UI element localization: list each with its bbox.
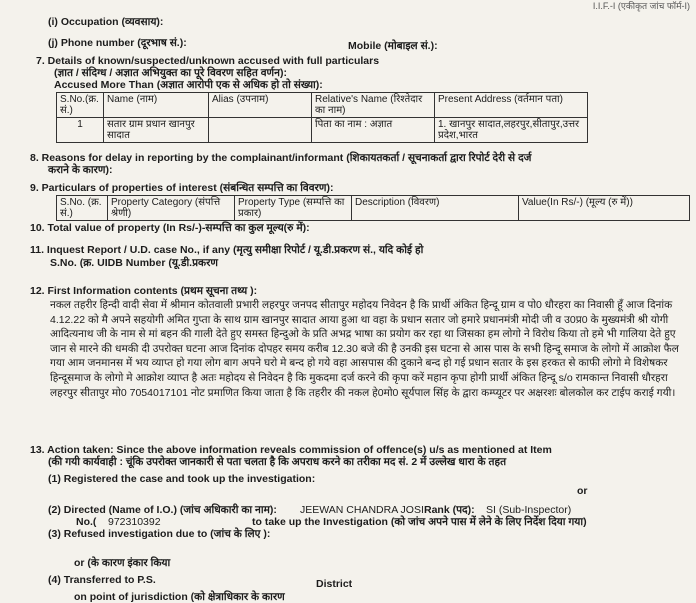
table-row — [57, 118, 588, 143]
section-8-title: 8. Reasons for delay in reporting by the complainant/informant (शिकायतकर्ता / सूचनाकर्ता द्वारा रिपोर्ट देरी से दर्ज — [30, 152, 532, 164]
section-9-title: 9. Particulars of properties of interest (संबन्धित सम्पत्ति का विवरण): — [30, 182, 334, 194]
or-label: or — [577, 485, 588, 497]
section-8-title-cont: कराने के कारण): — [48, 164, 113, 176]
section-7-title: 7. Details of known/suspected/unknown accused with full particulars — [36, 55, 380, 67]
property-table — [56, 195, 690, 221]
col-sno: S.No. (क्र. सं.) — [57, 196, 108, 221]
col-description: Description (विवरण) — [352, 196, 519, 221]
accused-table — [56, 92, 588, 143]
jurisdiction-label: on point of jurisdiction (को क्षेत्राधिकार के कारण — [74, 591, 285, 603]
accused-table-header — [57, 93, 588, 118]
io-name: JEEWAN CHANDRA JOSI — [300, 504, 424, 516]
occupation-label: (i) Occupation (व्यवसाय): — [48, 16, 164, 28]
cell-relative: पिता का नाम : अज्ञात — [312, 118, 435, 143]
col-address: Present Address (वर्तमान पता) — [435, 93, 588, 118]
cell-name: सतार ग्राम प्रधान खानपुर सादात — [104, 118, 209, 143]
phone-label: (j) Phone number (दूरभाष सं.): — [48, 37, 187, 49]
section-13-line2: (की गयी कार्यवाही : चूंकि उपरोक्त जानकारी से पता चलता है कि अपराध करने का तरीका मद सं. 2 में उल्लेख धारा के तहत — [48, 456, 507, 468]
action-item-1: (1) Registered the case and took up the investigation: — [48, 473, 316, 485]
rank-value: SI (Sub-Inspector) — [486, 504, 572, 516]
col-category: Property Category (संपत्ति श्रेणी) — [108, 196, 235, 221]
section-10-title: 10. Total value of property (In Rs/-)-सम्पत्ति का कुल मूल्य(रु में): — [30, 222, 310, 234]
action-item-2-label: (2) Directed (Name of I.O.) (जांच अधिकारी का नाम): — [48, 504, 277, 516]
section-11-title: 11. Inquest Report / U.D. case No., if any (मृत्यु समीक्षा रिपोर्ट / यू.डी.प्रकरण सं., यदि कोई हो — [30, 244, 424, 256]
col-name: Name (नाम) — [104, 93, 209, 118]
mobile-label: Mobile (मोबाइल सं.): — [348, 40, 438, 52]
take-up-text: to take up the Investigation (को जांच अपने पास में लेने के लिए निर्देश दिया गया) — [252, 516, 587, 528]
section-13-title: 13. Action taken: Since the above information reveals commission of offence(s) u/s as mentioned at Item — [30, 444, 552, 456]
section-12-title: 12. First Information contents (प्रथम सूचना तथ्य ): — [30, 285, 258, 297]
col-alias: Alias (उपनाम) — [209, 93, 312, 118]
property-table-header — [57, 196, 690, 221]
col-value: Value(In Rs/-) (मूल्य (रु में)) — [519, 196, 690, 221]
accused-more-than-label: Accused More Than (अज्ञात आरोपी एक से अधिक हो तो संख्या): — [54, 79, 323, 91]
col-sno: S.No.(क्र. सं.) — [57, 93, 104, 118]
district-label: District — [316, 578, 353, 590]
io-no-label: No.( — [76, 516, 97, 528]
cell-address: 1. खानपुर सादात,लहरपुर,सीतापुर,उत्तर प्रदेश,भारत — [435, 118, 588, 143]
cell-sno: 1 — [57, 118, 104, 143]
col-relative: Relative's Name (रिश्तेदार का नाम) — [312, 93, 435, 118]
cell-alias — [209, 118, 312, 143]
or-reason-label: or (के कारण इंकार किया — [74, 557, 171, 569]
fir-narrative: नकल तहरीर हिन्दी वादी सेवा में श्रीमान कोतवाली प्रभारी लहरपुर जनपद सीतापुर महोदय निवेदन है कि प्रार्थी अंकित हिन्दू ग्राम व पो0 धौरहरा का निवासी हूँ आज दिनांक 4.12.22 को मै अपने सहयोगी अमित गुप्ता के साथ ग्राम खानपुर सादात आया हुआ था वहा के प्रधान सतार जो हमारे प्रधानमंत्री मोदी जी व उ0प्र0 के मुख्यमंत्री श्री योगी आदित्यनाथ जी के नाम से मां बहन की गाली देते हुए समस्त हिन्दुओ के प्रति अभद्र भाषा का प्रयोग कर रहा था जिसका हम लोगो ने विरोध किया तो हमे भी गालिया देते हुए जान से मारने की धमकी दी उपरोक्त घटना आज दिनांक दोपहर समय करीब 12.30 बजे की है उनकी इस घटना से आस पास के सभी हिन्दू समाज के लोगो में आक्रोश फैल गया आम जनमानस में भय व्याप्त हो गया लोग बाग अपने घरो मे बन्द हो गये वहा आसपास की दुकाने बन्द हो गई प्रधान सतार के इस हरकत से काफी लोगो मे विशेषकर हिन्दूसमाज के लोगो मे आक्रोश व्याप्त है अतः महोदय से निवेदन है कि मुकदमा दर्ज करने की कृपा करें महान कृपा होगी प्रार्थी अंकित हिन्दू s/o रामकान्त निवासी धौरहरा लहरपुर सीतापुर मो0 7054017101 नोट प्रमाणित किया जाता है कि तहरीर की नकल हे0मो0 सूर्यपाल सिंह के द्वारा कम्प्यूटर पर अक्षरशः बोलकोल कर टाईप कराई गयी। — [50, 299, 679, 399]
section-11-line2: S.No. (क्र. UIDB Number (यू.डी.प्रकरण — [50, 257, 219, 269]
rank-label: Rank (पद): — [424, 504, 475, 516]
corner-header: I.I.F.-I (एकीकृत जांच फॉर्म-I) — [592, 1, 690, 11]
io-no-value: 972310392 — [108, 516, 161, 528]
action-item-4: (4) Transferred to P.S. — [48, 574, 156, 586]
section-7-subtitle: (ज्ञात / संदिग्ध / अज्ञात अभियुक्त का पूरे विवरण सहित वर्णन): — [54, 67, 287, 79]
col-type: Property Type (सम्पत्ति का प्रकार) — [235, 196, 352, 221]
action-item-3: (3) Refused investigation due to (जांच के लिए ): — [48, 528, 271, 540]
